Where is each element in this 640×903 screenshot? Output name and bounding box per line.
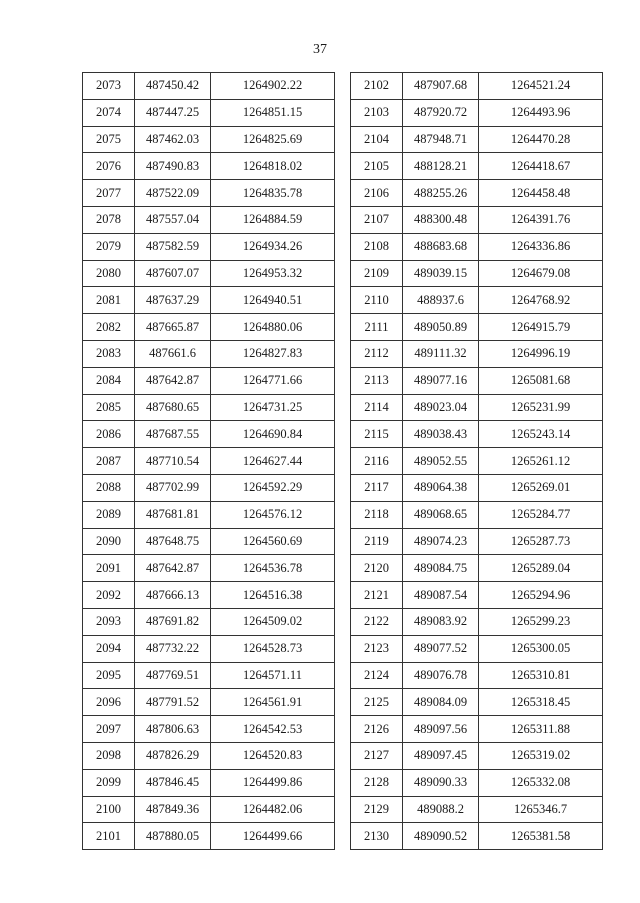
table-row <box>351 421 603 448</box>
table-row <box>351 689 603 716</box>
point-number-cell: 2110 <box>351 287 403 314</box>
table-row <box>351 180 603 207</box>
point-number-cell: 2112 <box>351 340 403 367</box>
table-row <box>351 367 603 394</box>
y-coordinate-cell: 1264880.06 <box>211 314 335 341</box>
table-row <box>83 233 335 260</box>
table-row <box>351 340 603 367</box>
y-coordinate-cell: 1264528.73 <box>211 635 335 662</box>
table-row <box>83 73 335 100</box>
y-coordinate-cell: 1264493.96 <box>479 99 603 126</box>
x-coordinate-cell: 487687.55 <box>135 421 211 448</box>
y-coordinate-cell: 1264560.69 <box>211 528 335 555</box>
x-coordinate-cell: 487680.65 <box>135 394 211 421</box>
point-number-cell: 2095 <box>83 662 135 689</box>
point-number-cell: 2085 <box>83 394 135 421</box>
x-coordinate-cell: 489076.78 <box>403 662 479 689</box>
table-row <box>351 769 603 796</box>
point-number-cell: 2106 <box>351 180 403 207</box>
y-coordinate-cell: 1264996.19 <box>479 340 603 367</box>
x-coordinate-cell: 487447.25 <box>135 99 211 126</box>
point-number-cell: 2115 <box>351 421 403 448</box>
y-coordinate-cell: 1264542.53 <box>211 716 335 743</box>
table-row <box>83 662 335 689</box>
table-row <box>351 742 603 769</box>
x-coordinate-cell: 489038.43 <box>403 421 479 448</box>
x-coordinate-cell: 487806.63 <box>135 716 211 743</box>
table-row <box>351 260 603 287</box>
y-coordinate-cell: 1265294.96 <box>479 582 603 609</box>
table-row <box>351 448 603 475</box>
point-number-cell: 2086 <box>83 421 135 448</box>
point-number-cell: 2075 <box>83 126 135 153</box>
point-number-cell: 2128 <box>351 769 403 796</box>
table-row <box>351 582 603 609</box>
x-coordinate-cell: 487702.99 <box>135 474 211 501</box>
x-coordinate-cell: 487557.04 <box>135 206 211 233</box>
x-coordinate-cell: 487637.29 <box>135 287 211 314</box>
table-row <box>351 126 603 153</box>
x-coordinate-cell: 487826.29 <box>135 742 211 769</box>
table-row <box>351 394 603 421</box>
x-coordinate-cell: 489111.32 <box>403 340 479 367</box>
x-coordinate-cell: 489097.45 <box>403 742 479 769</box>
y-coordinate-cell: 1264818.02 <box>211 153 335 180</box>
y-coordinate-cell: 1265243.14 <box>479 421 603 448</box>
y-coordinate-cell: 1264934.26 <box>211 233 335 260</box>
table-row <box>351 73 603 100</box>
point-number-cell: 2079 <box>83 233 135 260</box>
x-coordinate-cell: 487710.54 <box>135 448 211 475</box>
table-row <box>83 206 335 233</box>
y-coordinate-cell: 1264509.02 <box>211 608 335 635</box>
table-row <box>83 528 335 555</box>
table-row <box>83 823 335 850</box>
point-number-cell: 2105 <box>351 153 403 180</box>
point-number-cell: 2103 <box>351 99 403 126</box>
table-row <box>351 314 603 341</box>
y-coordinate-cell: 1264499.66 <box>211 823 335 850</box>
point-number-cell: 2100 <box>83 796 135 823</box>
y-coordinate-cell: 1264915.79 <box>479 314 603 341</box>
x-coordinate-cell: 487490.83 <box>135 153 211 180</box>
point-number-cell: 2084 <box>83 367 135 394</box>
point-number-cell: 2096 <box>83 689 135 716</box>
x-coordinate-cell: 489084.75 <box>403 555 479 582</box>
table-row <box>83 555 335 582</box>
table-row <box>83 367 335 394</box>
y-coordinate-cell: 1265261.12 <box>479 448 603 475</box>
y-coordinate-cell: 1265332.08 <box>479 769 603 796</box>
point-number-cell: 2101 <box>83 823 135 850</box>
point-number-cell: 2114 <box>351 394 403 421</box>
table-row <box>351 153 603 180</box>
y-coordinate-cell: 1264520.83 <box>211 742 335 769</box>
table-row <box>351 823 603 850</box>
x-coordinate-cell: 489088.2 <box>403 796 479 823</box>
y-coordinate-cell: 1265269.01 <box>479 474 603 501</box>
point-number-cell: 2121 <box>351 582 403 609</box>
x-coordinate-cell: 489023.04 <box>403 394 479 421</box>
x-coordinate-cell: 488683.68 <box>403 233 479 260</box>
x-coordinate-cell: 489077.16 <box>403 367 479 394</box>
point-number-cell: 2118 <box>351 501 403 528</box>
y-coordinate-cell: 1264731.25 <box>211 394 335 421</box>
point-number-cell: 2097 <box>83 716 135 743</box>
y-coordinate-cell: 1264536.78 <box>211 555 335 582</box>
point-number-cell: 2073 <box>83 73 135 100</box>
point-number-cell: 2130 <box>351 823 403 850</box>
x-coordinate-cell: 487846.45 <box>135 769 211 796</box>
x-coordinate-cell: 489074.23 <box>403 528 479 555</box>
y-coordinate-cell: 1265381.58 <box>479 823 603 850</box>
x-coordinate-cell: 489039.15 <box>403 260 479 287</box>
x-coordinate-cell: 487849.36 <box>135 796 211 823</box>
point-number-cell: 2127 <box>351 742 403 769</box>
table-row <box>83 796 335 823</box>
x-coordinate-cell: 487462.03 <box>135 126 211 153</box>
x-coordinate-cell: 489097.56 <box>403 716 479 743</box>
y-coordinate-cell: 1264768.92 <box>479 287 603 314</box>
point-number-cell: 2077 <box>83 180 135 207</box>
table-row <box>351 287 603 314</box>
y-coordinate-cell: 1264690.84 <box>211 421 335 448</box>
x-coordinate-cell: 487948.71 <box>403 126 479 153</box>
x-coordinate-cell: 487450.42 <box>135 73 211 100</box>
table-row <box>351 99 603 126</box>
point-number-cell: 2107 <box>351 206 403 233</box>
table-row <box>83 501 335 528</box>
x-coordinate-cell: 489087.54 <box>403 582 479 609</box>
x-coordinate-cell: 487607.07 <box>135 260 211 287</box>
table-row <box>83 260 335 287</box>
y-coordinate-cell: 1264940.51 <box>211 287 335 314</box>
point-number-cell: 2124 <box>351 662 403 689</box>
x-coordinate-cell: 489064.38 <box>403 474 479 501</box>
point-number-cell: 2117 <box>351 474 403 501</box>
y-coordinate-cell: 1265346.7 <box>479 796 603 823</box>
point-number-cell: 2120 <box>351 555 403 582</box>
x-coordinate-cell: 489077.52 <box>403 635 479 662</box>
point-number-cell: 2102 <box>351 73 403 100</box>
point-number-cell: 2108 <box>351 233 403 260</box>
point-number-cell: 2092 <box>83 582 135 609</box>
page-number: 37 <box>313 42 327 57</box>
point-number-cell: 2091 <box>83 555 135 582</box>
point-number-cell: 2099 <box>83 769 135 796</box>
table-row <box>351 796 603 823</box>
y-coordinate-cell: 1264470.28 <box>479 126 603 153</box>
table-row <box>351 528 603 555</box>
y-coordinate-cell: 1264835.78 <box>211 180 335 207</box>
table-row <box>351 233 603 260</box>
table-row <box>83 474 335 501</box>
point-number-cell: 2125 <box>351 689 403 716</box>
y-coordinate-cell: 1265300.05 <box>479 635 603 662</box>
point-number-cell: 2109 <box>351 260 403 287</box>
x-coordinate-cell: 487642.87 <box>135 555 211 582</box>
y-coordinate-cell: 1264499.86 <box>211 769 335 796</box>
x-coordinate-cell: 489050.89 <box>403 314 479 341</box>
x-coordinate-cell: 489084.09 <box>403 689 479 716</box>
table-row <box>83 608 335 635</box>
point-number-cell: 2098 <box>83 742 135 769</box>
point-number-cell: 2119 <box>351 528 403 555</box>
point-number-cell: 2093 <box>83 608 135 635</box>
point-number-cell: 2113 <box>351 367 403 394</box>
point-number-cell: 2089 <box>83 501 135 528</box>
y-coordinate-cell: 1265284.77 <box>479 501 603 528</box>
table-row <box>351 635 603 662</box>
x-coordinate-cell: 487665.87 <box>135 314 211 341</box>
y-coordinate-cell: 1265318.45 <box>479 689 603 716</box>
y-coordinate-cell: 1265319.02 <box>479 742 603 769</box>
x-coordinate-cell: 487681.81 <box>135 501 211 528</box>
y-coordinate-cell: 1264561.91 <box>211 689 335 716</box>
y-coordinate-cell: 1264851.15 <box>211 99 335 126</box>
x-coordinate-cell: 487907.68 <box>403 73 479 100</box>
point-number-cell: 2116 <box>351 448 403 475</box>
coordinates-table-right <box>350 72 603 850</box>
x-coordinate-cell: 487769.51 <box>135 662 211 689</box>
y-coordinate-cell: 1264679.08 <box>479 260 603 287</box>
point-number-cell: 2083 <box>83 340 135 367</box>
y-coordinate-cell: 1264482.06 <box>211 796 335 823</box>
y-coordinate-cell: 1265231.99 <box>479 394 603 421</box>
table-row <box>83 635 335 662</box>
y-coordinate-cell: 1264516.38 <box>211 582 335 609</box>
point-number-cell: 2082 <box>83 314 135 341</box>
y-coordinate-cell: 1264902.22 <box>211 73 335 100</box>
point-number-cell: 2076 <box>83 153 135 180</box>
y-coordinate-cell: 1264825.69 <box>211 126 335 153</box>
y-coordinate-cell: 1264576.12 <box>211 501 335 528</box>
table-row <box>351 206 603 233</box>
table-row <box>83 769 335 796</box>
y-coordinate-cell: 1265081.68 <box>479 367 603 394</box>
point-number-cell: 2123 <box>351 635 403 662</box>
x-coordinate-cell: 487880.05 <box>135 823 211 850</box>
table-row <box>83 689 335 716</box>
table-row <box>351 716 603 743</box>
x-coordinate-cell: 489068.65 <box>403 501 479 528</box>
table-row <box>83 314 335 341</box>
x-coordinate-cell: 488300.48 <box>403 206 479 233</box>
y-coordinate-cell: 1264521.24 <box>479 73 603 100</box>
point-number-cell: 2081 <box>83 287 135 314</box>
x-coordinate-cell: 487648.75 <box>135 528 211 555</box>
x-coordinate-cell: 487666.13 <box>135 582 211 609</box>
x-coordinate-cell: 488128.21 <box>403 153 479 180</box>
point-number-cell: 2129 <box>351 796 403 823</box>
point-number-cell: 2111 <box>351 314 403 341</box>
y-coordinate-cell: 1265311.88 <box>479 716 603 743</box>
table-row <box>83 582 335 609</box>
y-coordinate-cell: 1264827.83 <box>211 340 335 367</box>
x-coordinate-cell: 487791.52 <box>135 689 211 716</box>
point-number-cell: 2078 <box>83 206 135 233</box>
coordinates-table-left <box>82 72 335 850</box>
y-coordinate-cell: 1264336.86 <box>479 233 603 260</box>
y-coordinate-cell: 1265287.73 <box>479 528 603 555</box>
table-row <box>83 153 335 180</box>
point-number-cell: 2080 <box>83 260 135 287</box>
x-coordinate-cell: 487642.87 <box>135 367 211 394</box>
table-row <box>83 421 335 448</box>
table-row <box>351 474 603 501</box>
table-row <box>83 448 335 475</box>
y-coordinate-cell: 1265310.81 <box>479 662 603 689</box>
table-row <box>351 501 603 528</box>
x-coordinate-cell: 489090.52 <box>403 823 479 850</box>
x-coordinate-cell: 487732.22 <box>135 635 211 662</box>
point-number-cell: 2087 <box>83 448 135 475</box>
y-coordinate-cell: 1264884.59 <box>211 206 335 233</box>
x-coordinate-cell: 487522.09 <box>135 180 211 207</box>
x-coordinate-cell: 489052.55 <box>403 448 479 475</box>
y-coordinate-cell: 1264771.66 <box>211 367 335 394</box>
y-coordinate-cell: 1265289.04 <box>479 555 603 582</box>
table-row <box>83 287 335 314</box>
y-coordinate-cell: 1264418.67 <box>479 153 603 180</box>
x-coordinate-cell: 488937.6 <box>403 287 479 314</box>
point-number-cell: 2090 <box>83 528 135 555</box>
y-coordinate-cell: 1264391.76 <box>479 206 603 233</box>
point-number-cell: 2104 <box>351 126 403 153</box>
table-row <box>83 340 335 367</box>
x-coordinate-cell: 489090.33 <box>403 769 479 796</box>
y-coordinate-cell: 1264592.29 <box>211 474 335 501</box>
y-coordinate-cell: 1264627.44 <box>211 448 335 475</box>
point-number-cell: 2122 <box>351 608 403 635</box>
x-coordinate-cell: 488255.26 <box>403 180 479 207</box>
x-coordinate-cell: 487582.59 <box>135 233 211 260</box>
table-row <box>83 180 335 207</box>
point-number-cell: 2094 <box>83 635 135 662</box>
table-row <box>351 608 603 635</box>
table-row <box>83 99 335 126</box>
point-number-cell: 2074 <box>83 99 135 126</box>
table-row <box>351 662 603 689</box>
y-coordinate-cell: 1264953.32 <box>211 260 335 287</box>
point-number-cell: 2088 <box>83 474 135 501</box>
x-coordinate-cell: 487920.72 <box>403 99 479 126</box>
table-row <box>83 394 335 421</box>
y-coordinate-cell: 1265299.23 <box>479 608 603 635</box>
table-row <box>83 126 335 153</box>
x-coordinate-cell: 487691.82 <box>135 608 211 635</box>
table-row <box>83 742 335 769</box>
x-coordinate-cell: 489083.92 <box>403 608 479 635</box>
y-coordinate-cell: 1264458.48 <box>479 180 603 207</box>
table-row <box>83 716 335 743</box>
x-coordinate-cell: 487661.6 <box>135 340 211 367</box>
table-row <box>351 555 603 582</box>
point-number-cell: 2126 <box>351 716 403 743</box>
y-coordinate-cell: 1264571.11 <box>211 662 335 689</box>
